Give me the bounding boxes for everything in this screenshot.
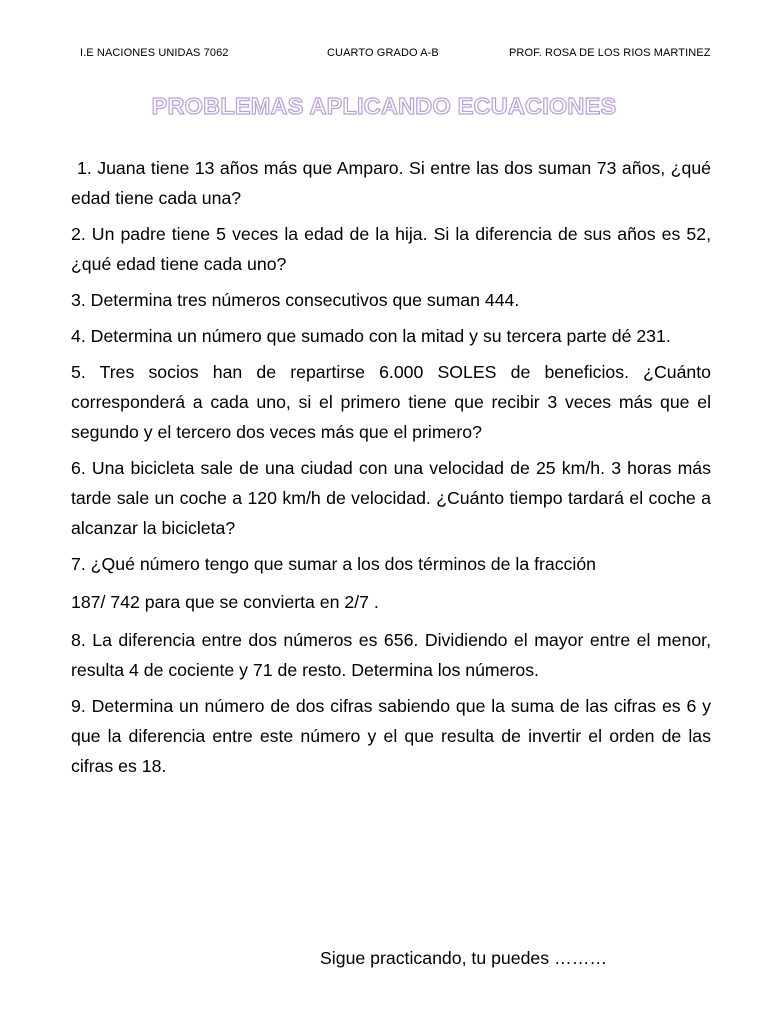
problem-1: 1. Juana tiene 13 años más que Amparo. Si entre las dos suman 73 años, ¿qué edad tiene cada una? [71,158,711,208]
problem-list [71,153,711,787]
school-name: I.E NACIONES UNIDAS 7062 [80,47,229,59]
teacher-name: PROF. ROSA DE LOS RIOS MARTINEZ [509,47,711,59]
problem-7-fraction: 187/ 742 para que se convierta en 2/7 . [71,592,379,612]
page-title: PROBLEMAS APLICANDO ECUACIONES [151,93,617,119]
grade-label: CUARTO GRADO A-B [327,47,439,59]
problem-9: 9. Determina un número de dos cifras sabiendo que la suma de las cifras es 6 y que la diferencia entre este número y el que resulta de invertir el orden de las cifras es 18. [71,696,711,776]
problem-4: 4. Determina un número que sumado con la mitad y su tercera parte dé 231. [71,326,671,346]
problem-5: 5. Tres socios han de repartirse 6.000 SOLES de beneficios. ¿Cuánto corresponderá a cada uno, si el primero tiene que recibir 3 veces más que el segundo y el tercero dos veces más que el primero? [71,362,711,442]
problem-3: 3. Determina tres números consecutivos que suman 444. [71,290,520,310]
closing-message: Sigue practicando, tu puedes ……… [320,948,608,968]
page-header [0,47,768,63]
problem-6: 6. Una bicicleta sale de una ciudad con una velocidad de 25 km/h. 3 horas más tarde sale un coche a 120 km/h de velocidad. ¿Cuánto tiempo tardará el coche a alcanzar la bicicleta? [71,458,711,538]
problem-2: 2. Un padre tiene 5 veces la edad de la hija. Si la diferencia de sus años es 52, ¿qué edad tiene cada uno? [71,224,711,274]
problem-8: 8. La diferencia entre dos números es 656. Dividiendo el mayor entre el menor, resulta 4 de cociente y 71 de resto. Determina los números. [71,630,711,680]
problem-7: 7. ¿Qué número tengo que sumar a los dos términos de la fracción [71,554,597,574]
